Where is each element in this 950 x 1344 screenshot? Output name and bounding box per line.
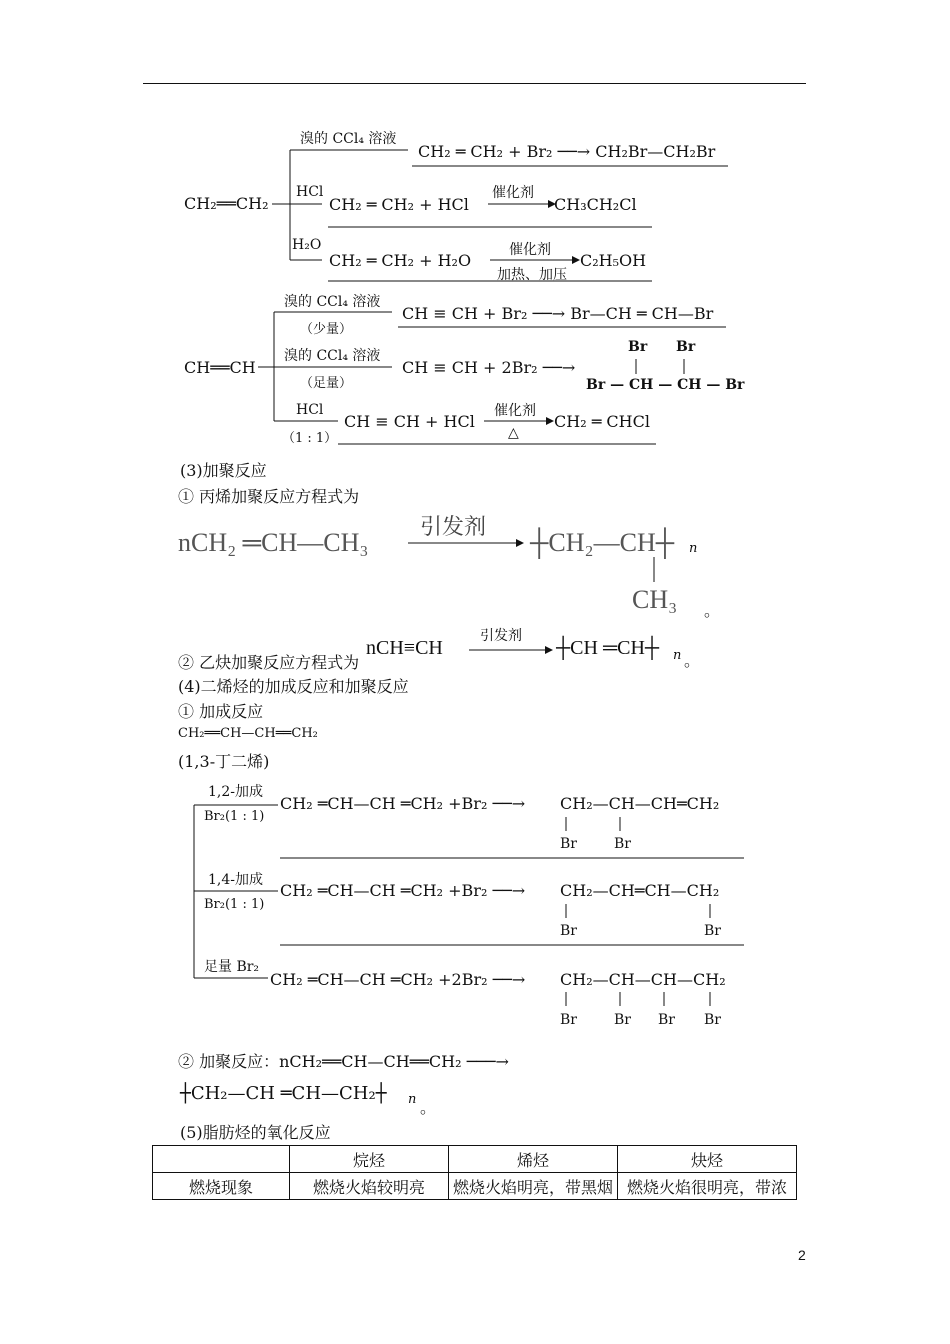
butadiene-r1-br-1: Br bbox=[560, 836, 577, 852]
butadiene-r2-equation: CH₂ ═CH—CH ═CH₂ +Br₂ ──→ bbox=[280, 881, 526, 900]
acetylene-r1-equation: CH ≡ CH + Br₂ ──→ Br—CH ═ CH—Br bbox=[402, 304, 714, 323]
ethylene-r3-left: CH₂ ═ CH₂ + H₂O bbox=[329, 251, 472, 270]
acetylene-r3-catalyst: 催化剂 bbox=[494, 403, 536, 419]
sec3-title: (3)加聚反应 bbox=[180, 461, 267, 480]
sec4-addition-heading: ① 加成反应 bbox=[178, 702, 264, 721]
butadiene-r3-br-3: Br bbox=[658, 1012, 675, 1028]
page-number: 2 bbox=[798, 1247, 806, 1263]
propene-period: 。 bbox=[704, 601, 721, 620]
propene-reactant: nCH₂ ═CH—CH₃ bbox=[178, 528, 369, 557]
acetylene-r3-heat: △ bbox=[508, 425, 519, 441]
acetylene-polymer-n: n bbox=[673, 648, 682, 663]
ethylene-r2-left: CH₂ ═ CH₂ + HCl bbox=[329, 195, 469, 214]
acetylene-r1-condition: 溴的 CCl₄ 溶液 bbox=[284, 294, 381, 310]
ethylene-r2-condition: HCl bbox=[296, 184, 324, 200]
butadiene-r3-equation: CH₂ ═CH—CH ═CH₂ +2Br₂ ──→ bbox=[270, 970, 526, 989]
ethylene-r1-condition: 溴的 CCl₄ 溶液 bbox=[300, 131, 397, 147]
ethylene-r3-catalyst: 催化剂 bbox=[509, 242, 551, 258]
table-header-cell: 烯烃 bbox=[449, 1146, 618, 1173]
sec5-title: (5)脂肪烃的氧化反应 bbox=[180, 1123, 331, 1142]
sec3-acetylene-intro: ② 乙炔加聚反应方程式为 bbox=[178, 653, 360, 672]
acetylene-r2-condition: 溴的 CCl₄ 溶液 bbox=[284, 348, 381, 364]
table-header-cell bbox=[153, 1146, 290, 1173]
oxidation-table bbox=[152, 1145, 797, 1200]
acetylene-r3-ratio: （1 : 1） bbox=[282, 431, 338, 446]
sec4-polymerization: ② 加聚反应：nCH₂══CH—CH══CH₂ ───→ bbox=[178, 1052, 509, 1071]
acetylene-reactant: CH══CH bbox=[184, 358, 256, 377]
butadiene-r3-product: CH₂—CH—CH—CH₂ bbox=[560, 970, 726, 989]
acetylene-r1-amount: （少量） bbox=[300, 322, 353, 337]
acetylene-r2-left: CH ≡ CH + 2Br₂ ──→ bbox=[402, 358, 576, 377]
acetylene-r3-left: CH ≡ CH + HCl bbox=[344, 412, 475, 431]
butadiene-r2-product: CH₂—CH═CH—CH₂ bbox=[560, 881, 720, 900]
table-cell: 燃烧火焰明亮，带黑烟 bbox=[449, 1173, 618, 1200]
butadiene-r2-br-1: Br bbox=[560, 923, 577, 939]
ethylene-reactant: CH₂══CH₂ bbox=[184, 194, 269, 213]
table-header-cell: 烷烃 bbox=[290, 1146, 449, 1173]
butadiene-r2-condition: 1,4-加成 bbox=[208, 872, 263, 888]
table-row bbox=[153, 1173, 797, 1200]
table-header-row bbox=[153, 1146, 797, 1173]
table-cell: 燃烧现象 bbox=[153, 1173, 290, 1200]
butadiene-r1-ratio: Br₂(1 : 1) bbox=[204, 809, 265, 824]
acetylene-poly-initiator: 引发剂 bbox=[480, 628, 522, 644]
butadiene-r3-br-4: Br bbox=[704, 1012, 721, 1028]
acetylene-r2-br-top-1: Br bbox=[628, 339, 648, 355]
ethylene-r3-condition: H₂O bbox=[292, 237, 322, 253]
acetylene-r2-br-top-2: Br bbox=[676, 339, 696, 355]
propene-initiator: 引发剂 bbox=[420, 515, 487, 540]
acetylene-polymer: ┼CH ═CH┼ bbox=[556, 637, 660, 659]
propene-polymer: ┼CH₂—CH┼ bbox=[530, 528, 675, 557]
propene-methyl: CH₃ bbox=[632, 585, 678, 614]
butadiene-r3-br-1: Br bbox=[560, 1012, 577, 1028]
butadiene-polymer: ┼CH₂—CH ═CH—CH₂┼ bbox=[180, 1083, 387, 1104]
ethylene-r2-product: CH₃CH₂Cl bbox=[554, 195, 637, 214]
butadiene-r3-condition: 足量 Br₂ bbox=[204, 959, 260, 975]
acetylene-r3-product: CH₂ ═ CHCl bbox=[554, 412, 650, 431]
butadiene-r2-br-2: Br bbox=[704, 923, 721, 939]
table-cell: 燃烧火焰很明亮，带浓 bbox=[618, 1173, 797, 1200]
acetylene-poly-reactant: nCH≡CH bbox=[366, 637, 443, 659]
acetylene-polymer-period: 。 bbox=[684, 651, 701, 670]
butadiene-polymer-period: 。 bbox=[420, 1098, 437, 1117]
butadiene-formula: CH₂══CH—CH══CH₂ bbox=[178, 726, 318, 741]
butadiene-r3-br-2: Br bbox=[614, 1012, 631, 1028]
butadiene-name: (1,3-丁二烯) bbox=[178, 752, 270, 771]
sec4-title: (4)二烯烃的加成反应和加聚反应 bbox=[178, 677, 409, 696]
butadiene-r2-ratio: Br₂(1 : 1) bbox=[204, 897, 265, 912]
table-cell: 燃烧火焰较明亮 bbox=[290, 1173, 449, 1200]
propene-polymer-n: n bbox=[689, 541, 698, 556]
acetylene-r2-product: Br — CH — CH — Br bbox=[586, 377, 745, 393]
acetylene-r3-condition: HCl bbox=[296, 402, 324, 418]
butadiene-polymer-n: n bbox=[408, 1092, 417, 1107]
ethylene-r3-conditions: 加热、加压 bbox=[497, 267, 567, 283]
sec3-propene-intro: ① 丙烯加聚反应方程式为 bbox=[178, 487, 360, 506]
acetylene-r2-amount: （足量） bbox=[300, 376, 353, 391]
butadiene-r1-condition: 1,2-加成 bbox=[208, 784, 263, 800]
butadiene-r1-equation: CH₂ ═CH—CH ═CH₂ +Br₂ ──→ bbox=[280, 794, 526, 813]
ethylene-r2-catalyst: 催化剂 bbox=[492, 185, 534, 201]
table-header-cell: 炔烃 bbox=[618, 1146, 797, 1173]
butadiene-r1-br-2: Br bbox=[614, 836, 631, 852]
butadiene-r1-product: CH₂—CH—CH═CH₂ bbox=[560, 794, 720, 813]
ethylene-r3-product: C₂H₅OH bbox=[580, 251, 647, 270]
ethylene-r1-equation: CH₂ ═ CH₂ + Br₂ ──→ CH₂Br—CH₂Br bbox=[418, 142, 716, 161]
